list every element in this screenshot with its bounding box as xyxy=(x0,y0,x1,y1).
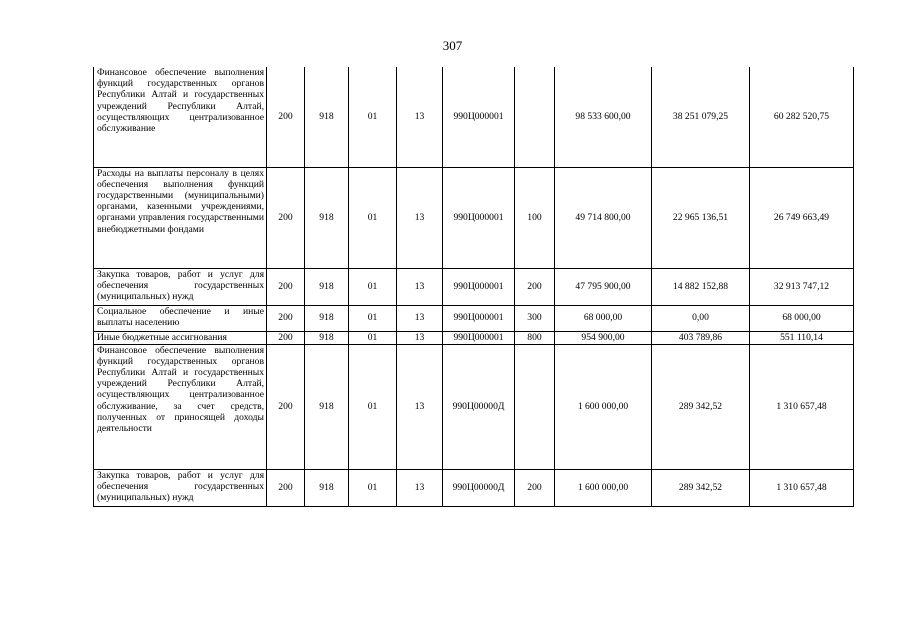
cell-v1: 1 600 000,00 xyxy=(555,469,652,506)
cell-c4: 13 xyxy=(397,469,443,506)
row-name: Социальное обеспечение и иные выплаты населению xyxy=(94,305,267,331)
cell-v3: 1 310 657,48 xyxy=(750,469,854,506)
cell-c3: 01 xyxy=(349,305,397,331)
cell-c1: 200 xyxy=(267,469,305,506)
table-row xyxy=(94,331,854,344)
cell-c2: 918 xyxy=(305,331,349,344)
cell-v2: 289 342,52 xyxy=(652,344,750,469)
cell-c1: 200 xyxy=(267,305,305,331)
cell-v3: 26 749 663,49 xyxy=(750,167,854,268)
cell-c2: 918 xyxy=(305,305,349,331)
cell-c1: 200 xyxy=(267,167,305,268)
cell-c4: 13 xyxy=(397,344,443,469)
cell-c1: 200 xyxy=(267,331,305,344)
cell-c3: 01 xyxy=(349,469,397,506)
cell-v2: 22 965 136,51 xyxy=(652,167,750,268)
row-name: Иные бюджетные ассигнования xyxy=(94,331,267,344)
cell-c3: 01 xyxy=(349,268,397,305)
table-row xyxy=(94,167,854,268)
cell-c1: 200 xyxy=(267,67,305,167)
cell-v3: 1 310 657,48 xyxy=(750,344,854,469)
table-row xyxy=(94,67,854,167)
cell-v2: 403 789,86 xyxy=(652,331,750,344)
cell-c2: 918 xyxy=(305,469,349,506)
cell-c2: 918 xyxy=(305,268,349,305)
budget-table xyxy=(93,67,854,507)
cell-c5: 990Ц000001 xyxy=(443,305,515,331)
cell-v1: 98 533 600,00 xyxy=(555,67,652,167)
cell-v2: 14 882 152,88 xyxy=(652,268,750,305)
cell-c2: 918 xyxy=(305,67,349,167)
cell-c5: 990Ц00000Д xyxy=(443,469,515,506)
cell-c6: 200 xyxy=(515,268,555,305)
cell-c3: 01 xyxy=(349,344,397,469)
table-row xyxy=(94,305,854,331)
cell-c6: 100 xyxy=(515,167,555,268)
table-row xyxy=(94,344,854,469)
table-row xyxy=(94,268,854,305)
cell-c4: 13 xyxy=(397,268,443,305)
cell-c3: 01 xyxy=(349,167,397,268)
cell-c6: 300 xyxy=(515,305,555,331)
cell-c4: 13 xyxy=(397,167,443,268)
cell-c6 xyxy=(515,67,555,167)
cell-c4: 13 xyxy=(397,331,443,344)
page-number: 307 xyxy=(442,38,463,53)
cell-v3: 68 000,00 xyxy=(750,305,854,331)
cell-c5: 990Ц000001 xyxy=(443,331,515,344)
cell-c3: 01 xyxy=(349,331,397,344)
cell-c6: 200 xyxy=(515,469,555,506)
cell-c5: 990Ц000001 xyxy=(443,167,515,268)
row-name: Финансовое обеспечение выполнения функций государственных органов Республики Алтай и государственных учреждений Республики Алтай, осуществляющих централизованное обслуживание, за счет средств, полученных от приносящей доходы деятельности xyxy=(94,344,267,469)
row-name: Финансовое обеспечение выполнения функций государственных органов Республики Алтай и государственных учреждений Республики Алтай, осуществляющих централизованное обслуживание xyxy=(94,67,267,167)
cell-c2: 918 xyxy=(305,344,349,469)
cell-c5: 990Ц000001 xyxy=(443,67,515,167)
cell-v3: 32 913 747,12 xyxy=(750,268,854,305)
cell-v1: 1 600 000,00 xyxy=(555,344,652,469)
cell-c2: 918 xyxy=(305,167,349,268)
cell-c5: 990Ц00000Д xyxy=(443,344,515,469)
cell-v2: 289 342,52 xyxy=(652,469,750,506)
row-name: Закупка товаров, работ и услуг для обеспечения государственных (муниципальных) нужд xyxy=(94,268,267,305)
cell-c4: 13 xyxy=(397,305,443,331)
cell-c4: 13 xyxy=(397,67,443,167)
cell-c6 xyxy=(515,344,555,469)
table-row xyxy=(94,469,854,506)
cell-c3: 01 xyxy=(349,67,397,167)
cell-v2: 0,00 xyxy=(652,305,750,331)
cell-v3: 551 110,14 xyxy=(750,331,854,344)
cell-v1: 47 795 900,00 xyxy=(555,268,652,305)
cell-v1: 49 714 800,00 xyxy=(555,167,652,268)
cell-v1: 954 900,00 xyxy=(555,331,652,344)
row-name: Расходы на выплаты персоналу в целях обеспечения выполнения функций государственными (муниципальными) органами, казенными учреждениями, органами управления государственными внебюджетными фондами xyxy=(94,167,267,268)
cell-v2: 38 251 079,25 xyxy=(652,67,750,167)
cell-c5: 990Ц000001 xyxy=(443,268,515,305)
cell-c6: 800 xyxy=(515,331,555,344)
cell-c1: 200 xyxy=(267,344,305,469)
cell-c1: 200 xyxy=(267,268,305,305)
cell-v3: 60 282 520,75 xyxy=(750,67,854,167)
row-name: Закупка товаров, работ и услуг для обеспечения государственных (муниципальных) нужд xyxy=(94,469,267,506)
cell-v1: 68 000,00 xyxy=(555,305,652,331)
